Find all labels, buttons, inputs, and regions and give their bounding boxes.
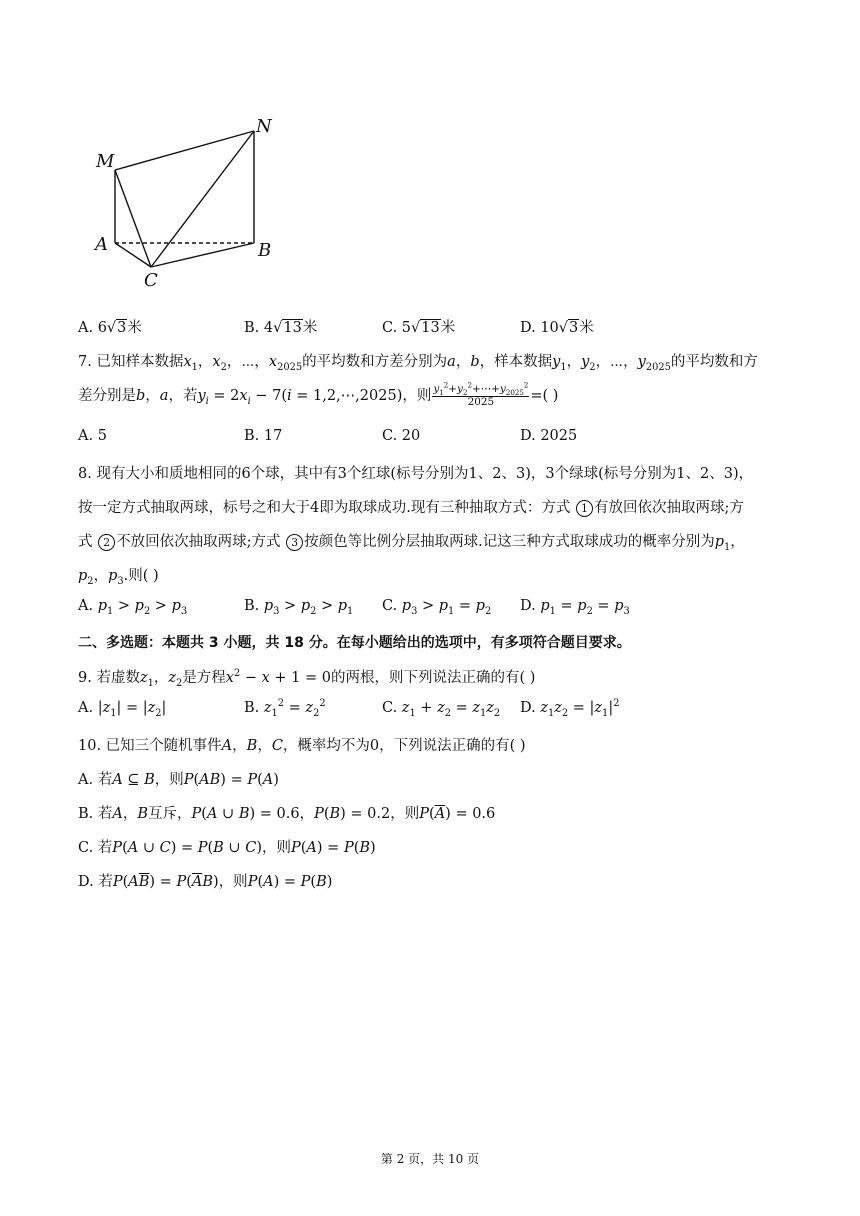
- q7-option-c: C. 20: [382, 428, 421, 444]
- circled-2: 2: [98, 534, 115, 551]
- q10-option-a: A. 若A ⊆ B，则P(AB) = P(A): [78, 772, 279, 788]
- q8-option-c: C. $p_3 > p_1 = p_2$: [382, 598, 492, 617]
- circled-1: 1: [576, 500, 593, 517]
- geometry-figure: [88, 112, 288, 292]
- page-footer: 第 2 页，共 10 页: [380, 1152, 480, 1166]
- q10-option-c: C. 若P(A ∪ C) = P(B ∪ C)，则P(A) = P(B): [78, 840, 376, 856]
- label-A: A: [95, 234, 108, 255]
- q8-option-b: B. $p_3 > p_2 > p_1$: [244, 598, 354, 617]
- q9-stem: 9. 若虚数$z_1$，$z_2$是方程$x^2 - x + 1 = 0$的两根，则下列说法正确的有( ): [78, 668, 536, 689]
- q9-option-c: C. $z_1 + z_2 = z_1z_2$: [382, 700, 501, 719]
- q8-line2: 按一定方式抽取两球，标号之和大于4即为取球成功.现有三种抽取方式：方式 1 有放回依次抽取两球;方: [78, 500, 744, 516]
- q6-option-b: B. 4√13米: [244, 320, 318, 336]
- q7-option-d: D. 2025: [520, 428, 578, 444]
- q8-line4: $p_2$，$p_3$.则( ): [78, 568, 159, 587]
- label-M: M: [96, 151, 115, 172]
- q8-option-a: A. $p_1 > p_2 > p_3$: [78, 598, 188, 617]
- edge-MC: [115, 170, 151, 267]
- q7-option-a: A. 5: [78, 428, 107, 444]
- edge-MN: [115, 131, 254, 170]
- q7-line1: 7. 已知样本数据$x_1$，$x_2$，⋯，$x_{2025}$的平均数和方差分别为a，b，样本数据$y_1$，$y_2$，⋯，$y_{2025}$的平均数和方: [78, 354, 758, 373]
- q10-option-d: D. 若$P(A\overline{B}) = P(\overline{A}B)$，则P(A) = P(B): [78, 874, 333, 890]
- q6-option-d: D. 10√3米: [520, 320, 594, 336]
- q8-line3: 式 2 不放回依次抽取两球;方式 3 按颜色等比例分层抽取两球.记这三种方式取球成功的概率分别为$p_1$，: [78, 534, 745, 553]
- q9-option-b: B. $z_1^2 = z_2^2$: [244, 698, 326, 719]
- q7-fraction: $\frac{y_1^2+y_2^2+\cdots+y_{2025}^2}{2025}$: [433, 380, 529, 408]
- section-heading: 二、多选题：本题共 3 小题，共 18 分。在每小题给出的选项中，有多项符合题目要求。: [78, 635, 631, 651]
- circled-3: 3: [286, 534, 303, 551]
- q9-option-a: A. $|z_1| = |z_2|$: [78, 700, 167, 719]
- label-B: B: [258, 240, 272, 261]
- q8-option-d: D. $p_1 = p_2 = p_3$: [520, 598, 630, 617]
- q6-option-c: C. 5√13米: [382, 320, 456, 336]
- label-N: N: [256, 116, 272, 137]
- q8-line1: 8. 现有大小和质地相同的6个球，其中有3个红球(标号分别为1、2、3)，3个绿球(标号分别为1、2、3)，: [78, 466, 754, 482]
- label-C: C: [144, 270, 158, 291]
- q7-line2: 差分别是b，a，若$y_i = 2x_i - 7(i$ = 1,2,⋯,2025)，则 $\frac{y_1^2+y_2^2+\cdots+y_{2025}^2}{2025}$ =( ): [78, 380, 559, 408]
- q9-option-d: D. $z_1z_2 = |z_1|^2$: [520, 698, 620, 719]
- q6-option-a: A. 6√3米: [78, 320, 142, 336]
- q10-option-b: B. 若A，B互斥，P(A ∪ B) = 0.6，P(B) = 0.2，则$P(\overline{A}) = 0.6$: [78, 806, 496, 822]
- edge-AC: [115, 243, 151, 267]
- q10-stem: 10. 已知三个随机事件A，B，C，概率均不为0，下列说法正确的有( ): [78, 738, 526, 754]
- q7-option-b: B. 17: [244, 428, 283, 444]
